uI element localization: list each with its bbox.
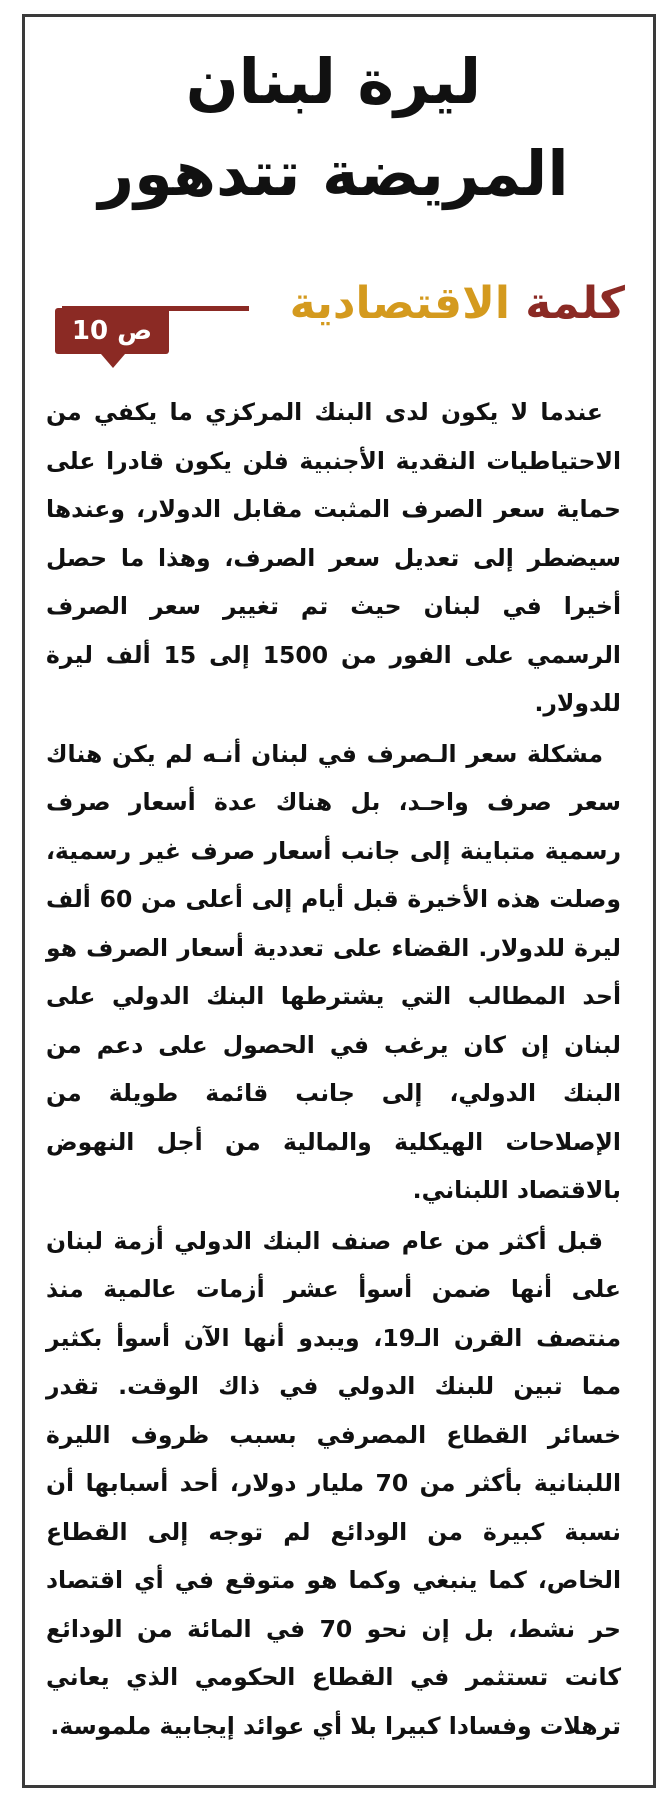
section-title-word-2: الاقتصادية xyxy=(289,278,510,329)
article-headline xyxy=(30,36,637,220)
paragraph-1: عندما لا يكون لدى البنك المركزي ما يكفي من الاحتياطيات النقدية الأجنبية فلن يكون قادرا على حماية سعر الصرف المثبت مقابل الدولار، وعندها سيضطر إلى تعديل سعر الصرف، وهذا ما حصل أخيرا في لبنان حيث تم تغيير سعر الصرف الرسمي على الفور من 1500 إلى 15 ألف ليرة للدولار. xyxy=(46,398,621,717)
paragraph-2: مشكلة سعر الـصرف في لبنان أنـه لم يكن هناك سعر صرف واحـد، بل هناك عدة أسعار صرف رسمية متباينة إلى جانب أسعار صرف غير رسمية، وصلت هذه الأخيرة قبل أيام إلى أعلى من 60 ألف ليرة للدولار. القضاء على تعددية أسعار الصرف هو أحد المطالب التي يشترطها البنك الدولي على لبنان إن كان يرغب في الحصول على دعم من البنك الدولي، إلى جانب قائمة طويلة من الإصلاحات الهيكلية والمالية من أجل النهوض بالاقتصاد اللبناني. xyxy=(46,739,621,1204)
paragraph-3: قبل أكثر من عام صنف البنك الدولي أزمة لبنان على أنها ضمن أسوأ عشر أزمات عالمية منذ منتصف القرن الـ19، ويبدو أنها الآن أسوأ بكثير مما تبين للبنك الدولي في ذاك الوقت. تقدر خسائر القطاع المصرفي بسبب ظروف الليرة اللبنانية بأكثر من 70 مليار دولار، أحد أسبابها أن نسبة كبيرة من الودائع لم توجه إلى القطاع الخاص، كما ينبغي وكما هو متوقع في أي اقتصاد حر نشط، بل إن نحو 70 في المائة من الودائع كانت تستثمر في القطاع الحكومي الذي يعاني ترهلات وفسادا كبيرا بلا أي عوائد إيجابية ملموسة. xyxy=(46,1226,621,1740)
headline-line-2: المريضة تتدهور xyxy=(98,137,569,210)
headline-line-1: ليرة لبنان xyxy=(185,45,482,118)
section-title xyxy=(290,276,625,332)
article-body xyxy=(46,388,621,1752)
section-title-word-1: كلمة xyxy=(525,278,625,329)
page-reference-badge: ص 10 xyxy=(55,308,169,354)
